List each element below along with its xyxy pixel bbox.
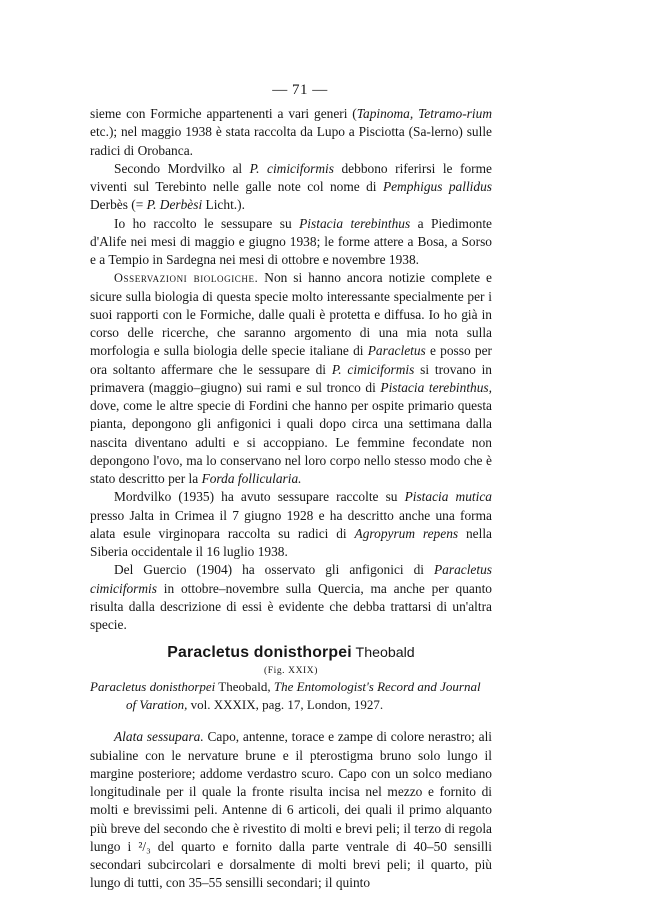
paragraph: Mordvilko (1935) ha avuto sessupare raccolte su Pistacia mutica presso Jalta in Crimea il 7 giugno 1928 e ha descritto anche una forma alata esule virginopara raccolta su radici di Agropyrum repens nella Siberia occidentale il 16 luglio 1938. [90, 489, 493, 559]
morph-heading: Alata sessupara. [114, 729, 204, 745]
paragraph: Del Guercio (1904) ha osservato gli anfigonici di Paracletus cimiciformis in ottobre–novembre sulla Quercia, ma anche per quanto risulta dalla descrizione di essi è evidente che debba trattarsi di un'altra specie. [90, 562, 492, 632]
species-name: Paracletus donisthorpei [167, 644, 352, 662]
species-heading [90, 642, 492, 664]
page-number: — 71 — [272, 82, 328, 98]
section-heading: Osservazioni biologiche. [114, 271, 259, 286]
species-author: Theobald [351, 645, 415, 662]
paragraph: Osservazioni biologiche. Non si hanno ancora notizie complete e sicure sulla biologia di questa specie molto interessante specialmente per i suoi rapporti con le Formiche, dalle quali è protetta e diffusa. Io ho già in corso delle ricerche, che saranno argomento di una mia nota sulla morfologia e sulla biologia delle specie italiane di Paracletus e posso per ora soltanto affermare che le sessupare di P. cimiciformis si trovano in primavera (maggio–giugno) sui rami e sul tronco di Pistacia terebinthus, dove, come le altre specie di Fordini che hanno per ospite primario questa pianta, depongono gli anfigonici i quali dopo circa una settimana dalla nascita diventano adulti e si accoppiano. Le femmine fecondate non depongono l'ovo, ma lo conservano nel loro corpo nello stesso modo che è stato descritto per la Forda follicularia. [90, 270, 493, 486]
page-body [90, 105, 492, 893]
paragraph: sieme con Formiche appartenenti a vari generi (Tapinoma, Tetramo-rium etc.); nel maggio 1938 è stata raccolta da Lupo a Pisciotta (Sa-lerno) sulle radici di Orobanca. [90, 106, 492, 158]
paragraph: Io ho raccolto le sessupare su Pistacia terebinthus a Piedimonte d'Alife nei mesi di maggio e giugno 1938; le forme attere a Bosa, a Sorso e a Tempio in Sardegna nei mesi di ottobre e novembre 1938. [90, 215, 492, 267]
paragraph: Secondo Mordvilko al P. cimiciformis debbono riferirsi le forme viventi sul Terebinto nelle galle note col nome di Pemphigus pallidus Derbès (= P. Derbèsi Licht.). [90, 160, 492, 213]
figure-reference: (Fig. XXIX) [263, 666, 319, 677]
paragraph: Alata sessupara. Capo, antenne, torace e zampe di colore nerastro; ali subialine con le nervature brune e il pterostigma bruno solo lungo il margine posteriore; addome verdastro scuro. Capo con un solco mediano longitudinale per il quale la fronte risulta incisa nel mezzo e fornito di molti e brevissimi peli. Antenne di 6 articoli, dei quali il primo alquanto più breve del secondo che è rivestito di molti e brevi peli; il terzo di regola lungo i ²/₃ del quarto e fornito dalla parte ventrale di 40–50 sensilli secondari subcircolari e dorsalmente di molti brevi peli; il quarto, più lungo di tutti, con 35–55 sensilli secondari; il quinto [90, 729, 493, 891]
citation: Paracletus donisthorpei Theobald, The Entomologist's Record and Journal of Varation, vol. XXXIX, pag. 17, London, 1927. [90, 679, 481, 713]
